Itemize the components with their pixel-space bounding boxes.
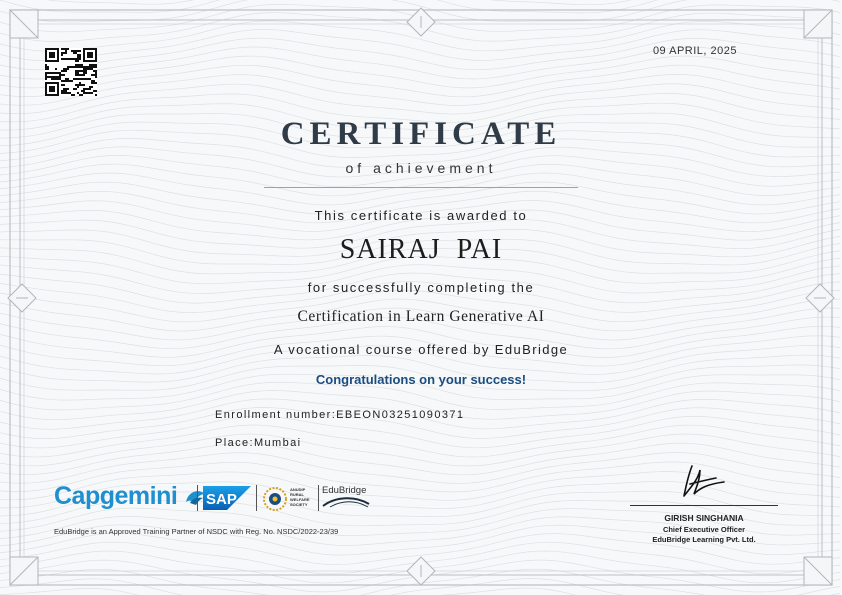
signatory-org: EduBridge Learning Pvt. Ltd. [652,535,756,544]
anudip-emblem-icon [262,486,288,512]
logo-divider-3 [318,485,319,511]
signatory-name: GIRISH SINGHANIA [664,513,744,523]
sap-logo [203,486,251,510]
edubridge-logo-text: EduBridge [322,485,367,496]
enrollment-number: Enrollment number:EBEON03251090371 [215,409,465,421]
congratulations-text: Congratulations on your success! [315,372,527,387]
anudip-logo-text: ANUDIP RURAL WELFARE SOCIETY [290,487,310,507]
certificate-subtitle: of achievement [345,160,497,176]
logo-divider-2 [256,485,257,511]
place: Place:Mumbai [215,437,302,449]
qr-code[interactable] [45,48,97,96]
recipient-name: SAIRAJ PAI [339,234,503,265]
certificate-title: CERTIFICATE [280,116,562,152]
course-name: Certification in Learn Generative AI [297,308,545,325]
capgemini-logo [54,482,206,511]
vocational-text: A vocational course offered by EduBridge [273,342,569,357]
partner-note: EduBridge is an Approved Training Partner of NSDC with Reg. No. NSDC/2022-23/39 [54,527,339,536]
signatory-title: Chief Executive Officer [662,525,746,534]
capgemini-logo-text: Capgemini [54,482,178,510]
edubridge-logo [322,485,370,508]
logo-divider [197,485,198,511]
awarded-text: This certificate is awarded to [314,208,528,223]
completion-text: for successfully completing the [307,280,535,295]
edubridge-swoosh-icon [322,496,370,508]
issue-date: 09 APRIL, 2025 [652,45,737,57]
title-divider [264,187,578,188]
signature [670,462,730,502]
signature-line [630,505,778,506]
sap-logo-text: SAP [206,491,237,508]
